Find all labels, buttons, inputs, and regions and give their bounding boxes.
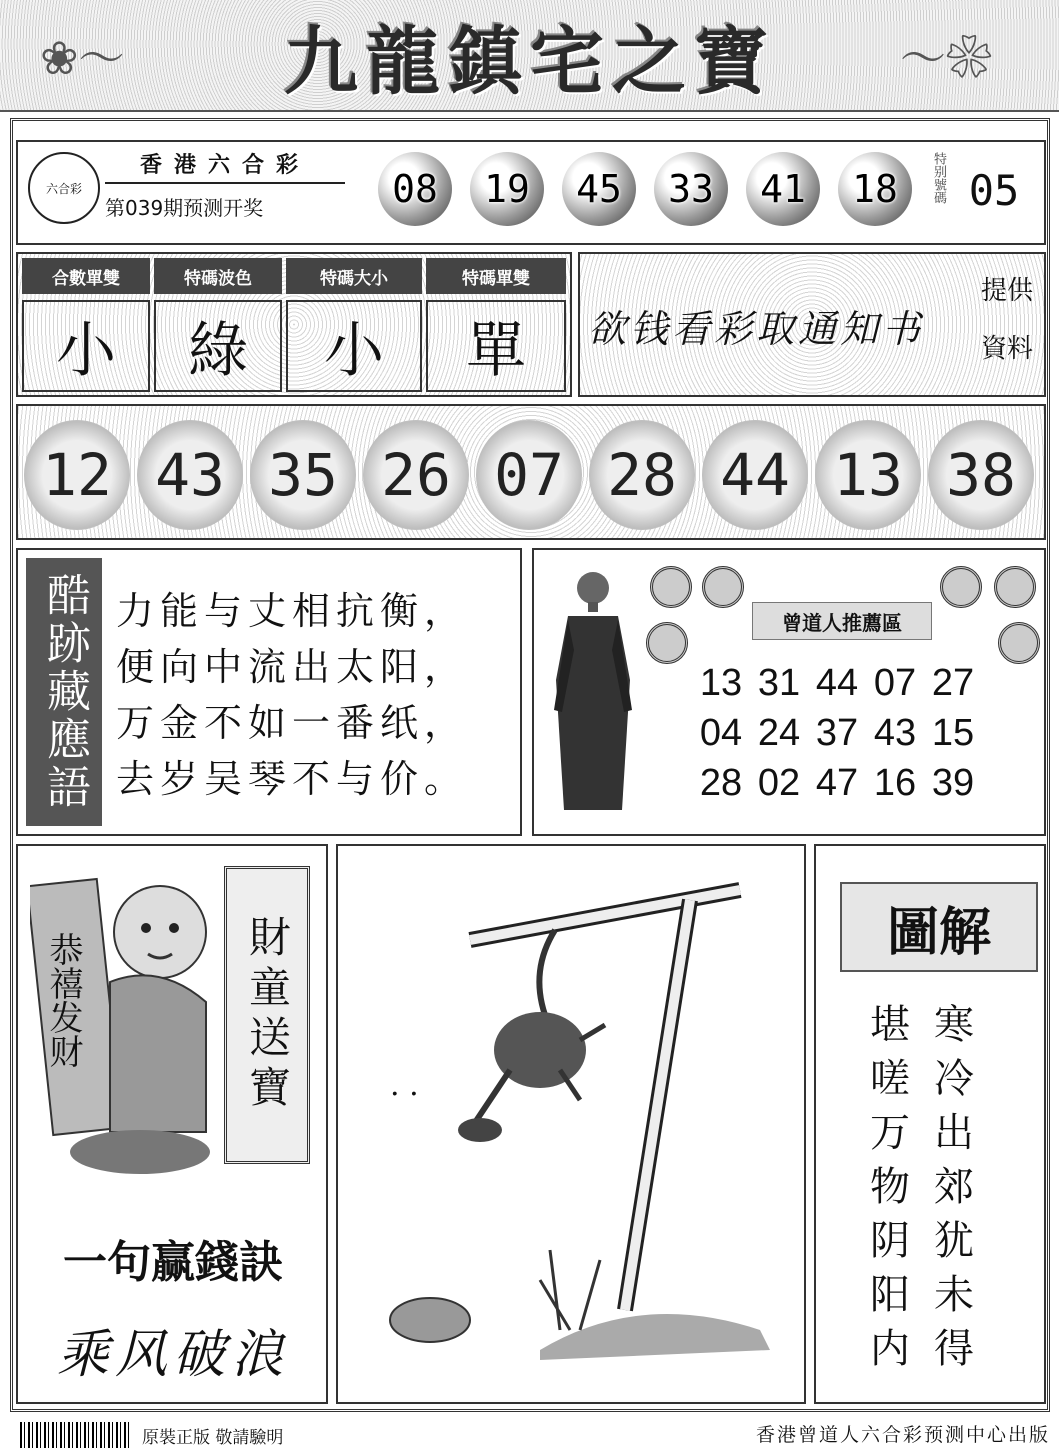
issue-label: 第039期预测开奖 [105,196,264,220]
poem-line-4: 去岁吴琴不与价。 [116,757,469,801]
riddle-char: 堪 [870,1002,910,1048]
dragon-ornament-right-icon: 〜❀ [900,31,992,85]
draw-ball-1: 08 [378,152,452,226]
pick-number: 37 [815,712,859,754]
winning-tip-text: 乘风破浪 [56,1325,289,1385]
riddle-char: 阴 [870,1218,910,1264]
provide-label-b: 資料 [980,334,1033,364]
man-figure-illustration [548,560,638,820]
draw-ball-4: 33 [654,152,728,226]
draw-ball-2: 19 [470,152,544,226]
authenticity-note: 原裝正版 敬請驗明 [142,1427,284,1448]
draw-ball-6: 18 [838,152,912,226]
draw-ball-3: 45 [562,152,636,226]
pick-number: 24 [757,712,801,754]
riddle-char: 内 [870,1326,910,1372]
recommended-number-3: 35 [250,420,356,530]
recommended-number-9: 38 [928,420,1034,530]
poem-line-2: 便向中流出太阳， [116,645,469,689]
coin-icon [994,566,1036,608]
coin-icon [646,622,688,664]
riddle-title: 圖解 [840,882,1038,972]
lottery-logo: 六合彩 [28,152,100,224]
riddle-char: 万 [870,1110,910,1156]
recommended-number-7: 44 [702,420,808,530]
tip-value-4: 單 [426,300,566,392]
pick-number: 31 [757,662,801,704]
pick-number: 13 [699,662,743,704]
recommended-number-6: 28 [589,420,695,530]
coin-icon [702,566,744,608]
picture-dots: . . [390,1068,419,1103]
riddle-column-left [862,998,918,1378]
riddle-char: 郊 [934,1164,974,1210]
pick-number: 43 [873,712,917,754]
tip-head-2: 特碼波色 [154,258,282,294]
tip-value-1: 小 [22,300,150,392]
riddle-char: 嗟 [870,1056,910,1102]
poem-side-title: 酷跡藏應語 [26,558,102,826]
recommended-number-5: 07 [476,420,582,530]
draw-ball-5: 41 [746,152,820,226]
special-number: 05 [968,165,1020,215]
pick-number: 39 [931,762,975,804]
provide-label-a: 提供 [980,276,1033,306]
lottery-name: 香港六合彩 [105,148,345,184]
plaque-text: 財童送寶 [224,866,310,1164]
riddle-char: 阳 [870,1272,910,1318]
picks-title: 曾道人推薦區 [752,602,932,640]
tip-head-1: 合數單雙 [22,258,150,294]
recommended-number-8: 13 [815,420,921,530]
notice-text: 欲钱看彩取通知书 [588,306,925,351]
pick-number: 07 [873,662,917,704]
coin-icon [998,622,1040,664]
special-number-label: 特别號碼 [931,152,946,204]
pick-number: 27 [931,662,975,704]
coin-icon [650,566,692,608]
dragon-ornament-left-icon: ❀〜 [40,31,125,85]
barcode-icon [20,1422,130,1448]
poem-line-3: 万金不如一番纸， [116,701,469,745]
riddle-char: 寒 [934,1002,974,1048]
riddle-char: 冷 [934,1056,974,1102]
pick-number: 16 [873,762,917,804]
publisher-note: 香港曾道人六合彩预测中心出版 [755,1424,1050,1446]
coin-icon [940,566,982,608]
riddle-char: 未 [934,1272,974,1318]
poem-line-1: 力能与丈相抗衡， [116,589,469,633]
tip-value-3: 小 [286,300,422,392]
footer-left [20,1420,380,1450]
winning-tip-title: 一句赢錢訣 [63,1237,283,1288]
pick-number: 15 [931,712,975,754]
hanging-rat-illustration [340,850,800,1398]
riddle-char: 得 [934,1326,974,1372]
recommended-number-2: 43 [137,420,243,530]
pick-number: 44 [815,662,859,704]
riddle-column-right [926,998,982,1378]
riddle-char: 物 [870,1164,910,1210]
scroll-text: 恭禧发财 [43,932,83,1068]
tip-value-2: 綠 [154,300,282,392]
pick-number: 02 [757,762,801,804]
provide-label [975,262,1039,382]
pick-number: 28 [699,762,743,804]
pick-number: 47 [815,762,859,804]
recommended-number-1: 12 [24,420,130,530]
pick-number: 04 [699,712,743,754]
tip-head-3: 特碼大小 [286,258,422,294]
riddle-char: 犹 [934,1218,974,1264]
tip-head-4: 特碼單雙 [426,258,566,294]
page-title: 九龍鎮宅之寶 [284,19,776,105]
recommended-number-4: 26 [363,420,469,530]
riddle-char: 出 [934,1110,974,1156]
